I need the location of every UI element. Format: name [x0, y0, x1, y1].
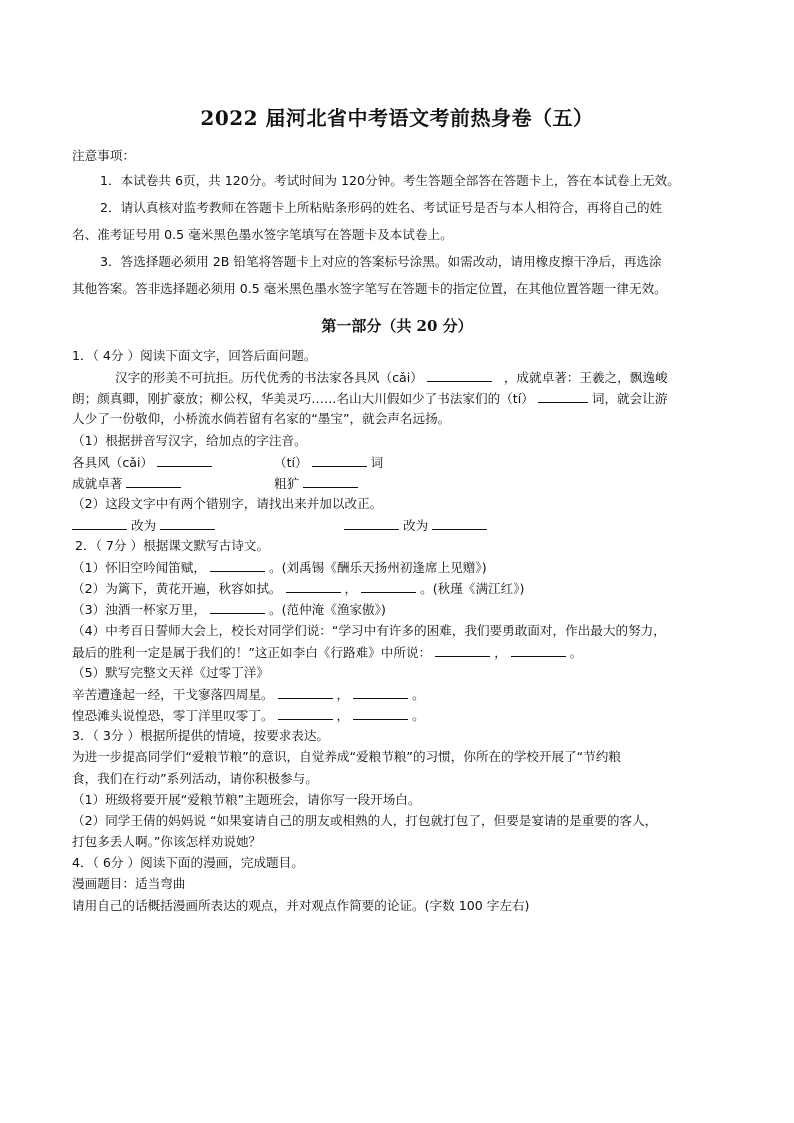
- answer-blank[interactable]: [278, 707, 333, 720]
- q3-context-line-1: 为进一步提高同学们“爱粮节粮”的意识，自觉养成“爱粮节粮”的习惯，你所在的学校开展了“节约粮: [72, 749, 621, 764]
- q2-text: 。: [569, 645, 583, 660]
- answer-blank[interactable]: [432, 517, 487, 530]
- q2-item-4: （4）中考百日誓师大会上，校长对同学们说：“学习中有许多的困难，我们要勇敢面对，作出最大的努力，: [72, 623, 666, 638]
- answer-blank[interactable]: [72, 517, 127, 530]
- q1-passage-text: 朗；颜真卿，刚扩豪放；柳公权，华美灵巧……名山大川假如少了书法家们的（tí）: [72, 391, 534, 406]
- answer-blank[interactable]: [361, 580, 416, 593]
- q1-passage-line-3: 人少了一份敬仰，小桥流水倘若留有名家的“墨宝”，就会声名远扬。: [72, 411, 451, 426]
- q1-item-text: 各具风（cǎi）: [72, 455, 154, 470]
- answer-blank[interactable]: [511, 644, 566, 657]
- notice-item-3-cont: 其他答案。答非选择题必须用 0.5 毫米黑色墨水签字笔写在答题卡的指定位置，在其他位置答题一律无效。: [72, 281, 667, 296]
- answer-blank[interactable]: [160, 517, 215, 530]
- q2-text: ，: [344, 581, 358, 596]
- q2-text: （3）浊酒一杯家万里，: [72, 602, 206, 617]
- answer-blank[interactable]: [435, 644, 490, 657]
- notice-item-2: 2．请认真核对监考教师在答题卡上所粘贴条形码的姓名、考试证号是否与本人相符合，再将自己的姓: [100, 200, 663, 215]
- q1-sub-2: （2）这段文字中有两个错别字，请找出来并加以改正。: [72, 496, 383, 511]
- q2-text: 。: [412, 708, 425, 723]
- q2-text: 。: [412, 687, 425, 702]
- answer-blank[interactable]: [353, 686, 408, 699]
- notice-item-3: 3．答选择题必须用 2B 铅笔将答题卡上对应的答案标号涂黑。如需改动，请用橡皮擦干净后，再选涂: [100, 254, 662, 269]
- q1-item-text: 成就卓著: [72, 476, 123, 491]
- q1-row-1: [72, 454, 732, 471]
- q3-sub-1: （1）班级将要开展“爱粮节粮”主题班会，请你写一段开场白。: [72, 792, 421, 807]
- q2-item-2: [72, 580, 732, 597]
- q1-passage-text: 词，就会让游: [591, 391, 668, 406]
- answer-blank[interactable]: [538, 390, 588, 403]
- q2-text: 最后的胜利一定是属于我们的！”这正如李白《行路难》中所说：: [72, 645, 432, 660]
- q3-stem: 3．（ 3分 ）根据所提供的情境，按要求表达。: [72, 728, 330, 743]
- answer-blank[interactable]: [157, 454, 212, 467]
- q4-comic-title: 漫画题目：适当弯曲: [72, 876, 186, 891]
- answer-blank[interactable]: [278, 686, 333, 699]
- section-title: 第一部分（共 20 分）: [321, 317, 473, 335]
- q2-text: 。(刘禹锡《酬乐天扬州初逢席上见赠》): [268, 560, 487, 575]
- q1-correction-label: 改为: [131, 518, 157, 533]
- answer-blank[interactable]: [210, 601, 265, 614]
- answer-blank[interactable]: [303, 475, 358, 488]
- q1-row-2: [72, 475, 732, 492]
- notice-item-1: 1．本试卷共 6页，共 120分。考试时间为 120分钟。考生答题全部答在答题卡上，答在本试卷上无效。: [100, 173, 680, 188]
- answer-blank[interactable]: [344, 517, 399, 530]
- q1-passage-text: ，成就卓著：王羲之，飘逸峻: [503, 370, 668, 385]
- q3-sub-2: （2）同学王倩的妈妈说 “如果宴请自己的朋友或相熟的人，打包就打包了，但要是宴请的是重要的客人，: [72, 813, 658, 828]
- q2-text: ，: [336, 687, 350, 702]
- q2-item-5-line-2: [72, 707, 732, 724]
- answer-blank[interactable]: [427, 369, 492, 382]
- q1-passage-line-2: [72, 390, 732, 407]
- q2-item-3: [72, 601, 732, 618]
- q4-requirement: 请用自己的话概括漫画所表达的观点，并对观点作简要的论证。(字数 100 字左右): [72, 898, 530, 913]
- q2-text: 惶恐滩头说惶恐，零丁洋里叹零丁。: [72, 708, 274, 723]
- q2-text: 。(秋瑾《满江红》): [420, 581, 525, 596]
- q1-passage-text: 汉字的形美不可抗拒。历代优秀的书法家各具风（cǎi）: [115, 370, 423, 385]
- q1-correction-label: 改为: [403, 518, 429, 533]
- q2-item-5-line-1: [72, 686, 732, 703]
- q1-stem: 1．（ 4分 ）阅读下面文字，回答后面问题。: [72, 348, 317, 363]
- q2-stem: 2．（ 7分 ）根据课文默写古诗文。: [75, 538, 270, 553]
- answer-blank[interactable]: [126, 475, 181, 488]
- answer-blank[interactable]: [210, 559, 265, 572]
- q2-item-5: （5）默写完整文天祥《过零丁洋》: [72, 665, 269, 680]
- q2-text: ，: [494, 645, 507, 660]
- q1-item-text: （tí）: [274, 455, 308, 470]
- q1-item-text: 粗犷: [274, 476, 300, 491]
- q3-context-line-2: 食，我们在行动”系列活动，请你积极参与。: [72, 771, 318, 786]
- q1-sub-1: （1）根据拼音写汉字，给加点的字注音。: [72, 433, 307, 448]
- q2-text: （1）怀旧空吟闻笛赋，: [72, 560, 206, 575]
- q2-item-1: [72, 559, 732, 576]
- notice-heading: 注意事项：: [72, 148, 135, 163]
- q2-text: 。(范仲淹《渔家傲》): [268, 602, 386, 617]
- answer-blank[interactable]: [312, 454, 367, 467]
- q2-text: ，: [336, 708, 350, 723]
- q2-text: 辛苦遭逢起一经，干戈寥落四周星。: [72, 687, 274, 702]
- q2-item-4-cont: [72, 644, 732, 661]
- q2-text: （2）为篱下，黄花开遍，秋容如拭。: [72, 581, 282, 596]
- q1-passage-line-1: [115, 369, 732, 386]
- q1-correction-2: [344, 517, 487, 534]
- notice-item-2-cont: 名、准考证号用 0.5 毫米黑色墨水签字笔填写在答题卡及本试卷上。: [72, 227, 453, 242]
- answer-blank[interactable]: [286, 580, 341, 593]
- q1-row-2-b: [274, 475, 358, 492]
- q3-sub-2-cont: 打包多丢人啊。”你该怎样劝说她？: [72, 834, 262, 849]
- page-title: 2022 届河北省中考语文考前热身卷（五）: [200, 106, 594, 130]
- q4-stem: 4．（ 6分 ）阅读下面的漫画，完成题目。: [72, 855, 304, 870]
- q1-row-1-b: [274, 454, 383, 471]
- answer-blank[interactable]: [353, 707, 408, 720]
- q1-item-text: 词: [370, 455, 384, 470]
